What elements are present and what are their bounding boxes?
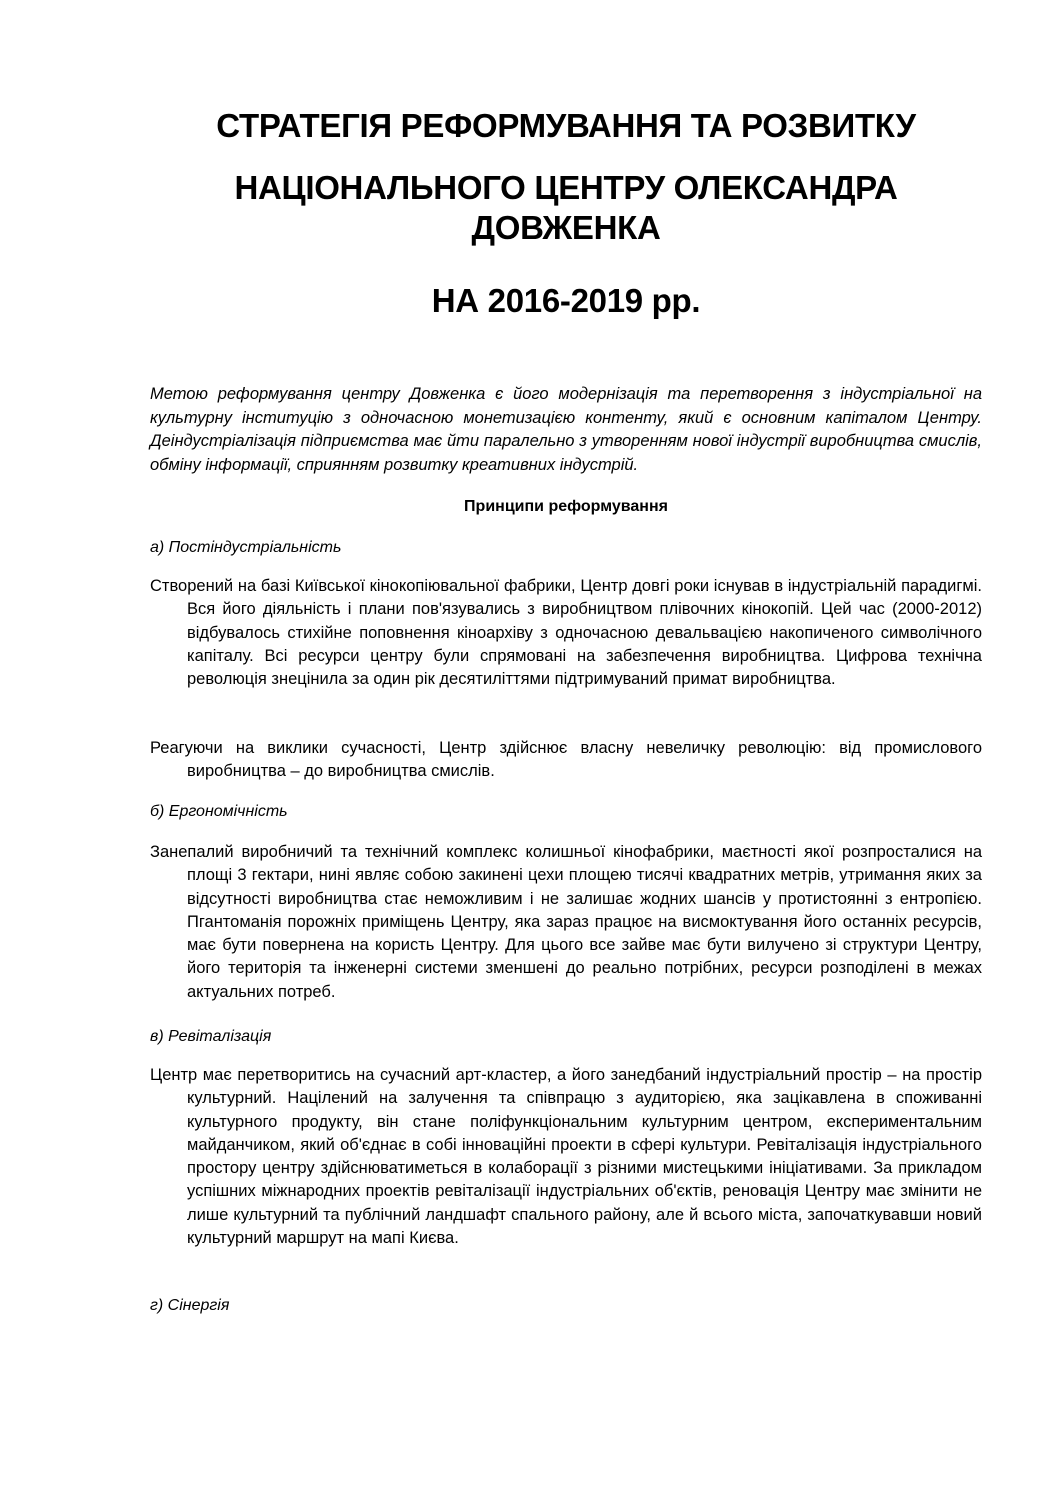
section-postindustrial-paragraph-1: Створений на базі Київської кінокопіювальної фабрики, Центр довгі роки існував в індустріальній парадигмі. Вся його діяльність і плани пов'язувались з виробництвом плівочних кінокопій. Цей час (2000-2012) відбувалось стихійне поповнення кіноархіву з одночасною девальвацією накопиченого символічного капіталу. Всі ресурси центру були спрямовані на забезпечення виробництва. Цифрова технічна революція знецінила за один рік десятиліттями підтримуваний примат виробництва. — [150, 577, 982, 689]
section-heading-revitalization: в) Ревіталізація — [150, 1028, 272, 1045]
title-line-3: НА 2016-2019 рр. — [431, 282, 701, 319]
section-heading-synergy: г) Сінергія — [150, 1297, 230, 1314]
title-line-1: СТРАТЕГІЯ РЕФОРМУВАННЯ ТА РОЗВИТКУ — [216, 107, 916, 144]
section-revitalization-paragraph-1: Центр має перетворитись на сучасний арт-кластер, а його занедбаний індустріальний простір – на простір культурний. Націлений на залучення та співпрацю з аудиторією, яка зацікавлена в споживанні культурного продукту, він стане поліфункціональним культурним центром, експериментальним майданчиком, який об'єднає в собі інноваційні проекти в сфері культури. Ревіталізація індустріального простору центру здійснюватиметься в колаборації з різними мистецькими ініціативами. За прикладом успішних міжнародних проектів ревіталізації індустріальних об'єктів, реновація Центру має змінити не лише культурний та публічний ландшафт спального району, але й всього міста, започаткувавши новий культурний маршрут на мапі Києва. — [150, 1066, 982, 1248]
section-ergonomics-paragraph-1: Занепалий виробничий та технічний комплекс колишньої кінофабрики, маєтності якої розпросталися на площі 3 гектари, нині являє собою закинені цехи площею тисячі квадратних метрів, утримання яких за відсутності виробництва стає неможливим і не залишає жодних шансів у протистоянні з ентропією. Пгантоманія порожніх приміщень Центру, яка зараз працює на висмоктування його останніх ресурсів, має бути повернена на користь Центру. Для цього все зайве має бути вилучено зі структури Центру, його територія та інженерні системи зменшені до реально потрібних, ресурси розподілені в межах актуальних потреб. — [150, 843, 982, 1001]
title-line-2: НАЦІОНАЛЬНОГО ЦЕНТРУ ОЛЕКСАНДРА ДОВЖЕНКА — [234, 169, 898, 246]
intro-paragraph: Метою реформування центру Довженка є його модернізація та перетворення з індустріальної на культурну інституцію з одночасною монетизацією контенту, який є основним капіталом Центру. Деіндустріалізація підприємства має йти паралельно з утворенням нової індустрії виробництва смислів, обміну інформації, сприянням розвитку креативних індустрій. — [150, 385, 982, 474]
section-heading-postindustrial: а) Постіндустріальність — [150, 539, 342, 556]
section-heading-ergonomics: б) Ергономічність — [150, 803, 288, 820]
principles-heading: Принципи реформування — [464, 498, 668, 515]
section-postindustrial-paragraph-2: Реагуючи на виклики сучасності, Центр здійснює власну невеличку революцію: від промислового виробництва – до виробництва смислів. — [150, 739, 982, 781]
